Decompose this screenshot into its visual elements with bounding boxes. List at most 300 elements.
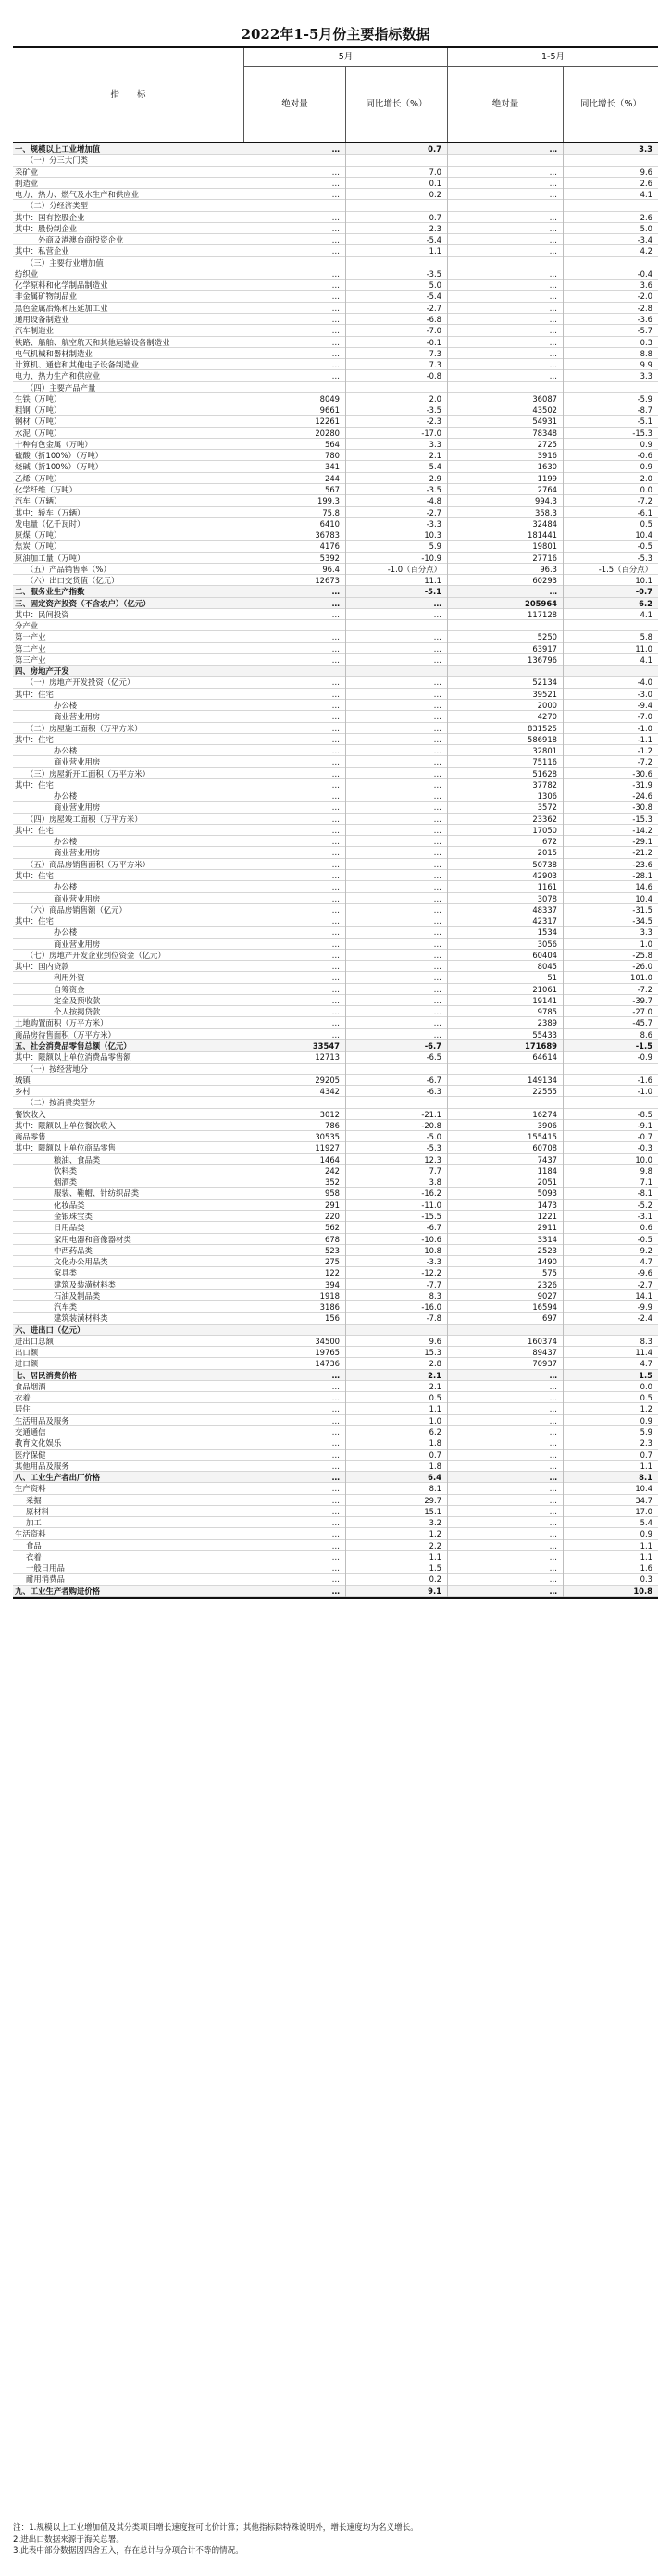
- may-yoy: -5.0: [346, 1131, 448, 1142]
- row-indicator: 商业营业用房: [54, 803, 101, 813]
- may-absolute: 12673: [244, 575, 346, 586]
- table-row: [13, 1495, 658, 1506]
- jan-may-absolute: 89437: [448, 1347, 564, 1358]
- row-indicator: 加工: [26, 1518, 42, 1528]
- jan-may-yoy: -0.7: [635, 587, 652, 597]
- may-yoy: -0.1: [346, 337, 448, 348]
- may-absolute: …: [244, 984, 346, 995]
- jan-may-absolute: …: [448, 1426, 564, 1437]
- may-absolute: …: [244, 950, 346, 961]
- table-row: [13, 700, 658, 711]
- row-indicator: 商品房待售面积（万平方米）: [15, 1029, 116, 1039]
- row-indicator: （四）房屋竣工面积（万平方米）: [26, 814, 143, 824]
- table-row: [13, 1392, 658, 1403]
- may-yoy: …: [346, 893, 448, 904]
- row-indicator: （七）房地产开发企业到位资金（亿元）: [26, 950, 166, 960]
- jan-may-absolute: 1630: [448, 461, 564, 472]
- jan-may-absolute: 2389: [448, 1017, 564, 1028]
- jan-may-yoy: -0.3: [637, 1143, 652, 1153]
- table-row: [13, 1517, 658, 1528]
- table-row: [13, 143, 658, 155]
- may-absolute: …: [244, 779, 346, 790]
- may-yoy: …: [346, 1017, 448, 1028]
- row-indicator: 采掘: [26, 1495, 42, 1505]
- jan-may-yoy: 1.1: [640, 1461, 652, 1471]
- jan-may-yoy: [564, 620, 658, 631]
- jan-may-yoy: 5.4: [640, 1518, 652, 1528]
- may-absolute: 780: [244, 450, 346, 461]
- may-absolute: 6410: [244, 518, 346, 529]
- jan-may-absolute: 586918: [448, 734, 564, 745]
- may-yoy: 11.1: [346, 575, 448, 586]
- jan-may-absolute: 831525: [448, 723, 564, 734]
- table-row: [13, 1381, 658, 1392]
- row-indicator: 自筹资金: [54, 984, 85, 994]
- jan-may-yoy: -9.1: [637, 1120, 652, 1130]
- table-row: [13, 1279, 658, 1290]
- jan-may-yoy: -31.5: [632, 904, 652, 915]
- jan-may-yoy: -5.1: [637, 417, 652, 427]
- table-row: [13, 1483, 658, 1494]
- may-yoy: -15.5: [346, 1211, 448, 1222]
- jan-may-absolute: 2725: [448, 439, 564, 450]
- may-yoy: 1.1: [346, 1403, 448, 1414]
- row-indicator: 办公楼: [54, 746, 78, 756]
- table-row: [13, 586, 658, 597]
- jan-may-yoy: 2.3: [640, 1438, 652, 1449]
- jan-may-absolute: 3314: [448, 1234, 564, 1245]
- may-absolute: 786: [244, 1120, 346, 1131]
- may-absolute: …: [244, 1426, 346, 1437]
- jan-may-absolute: …: [448, 143, 564, 155]
- may-absolute: …: [244, 689, 346, 700]
- table-row: [13, 609, 658, 620]
- row-indicator: 第三产业: [15, 654, 46, 665]
- jan-may-absolute: …: [448, 1437, 564, 1449]
- may-yoy: 1.5: [346, 1562, 448, 1574]
- table-row: [13, 745, 658, 756]
- may-yoy: 7.3: [346, 348, 448, 359]
- jan-may-absolute: 17050: [448, 825, 564, 836]
- may-absolute: 122: [244, 1267, 346, 1278]
- row-indicator: 文化办公用品类: [54, 1257, 108, 1267]
- may-absolute: …: [244, 939, 346, 950]
- jan-may-absolute: …: [448, 1517, 564, 1528]
- jan-may-yoy: 1.1: [640, 1551, 652, 1562]
- table-row: [13, 950, 658, 961]
- jan-may-absolute: …: [448, 359, 564, 370]
- may-yoy: …: [346, 654, 448, 666]
- jan-may-yoy: [564, 382, 658, 393]
- may-yoy: -6.7: [346, 1040, 448, 1052]
- may-yoy: 2.1: [346, 450, 448, 461]
- jan-may-absolute: 60708: [448, 1142, 564, 1153]
- jan-may-absolute: 1306: [448, 790, 564, 802]
- may-absolute: …: [244, 268, 346, 280]
- row-indicator: （五）商品房销售面积（万平方米）: [26, 859, 150, 869]
- may-absolute: …: [244, 1506, 346, 1517]
- may-absolute: 8049: [244, 393, 346, 404]
- may-absolute: [244, 155, 346, 166]
- may-absolute: …: [244, 1437, 346, 1449]
- row-indicator: 医疗保健: [15, 1450, 46, 1460]
- jan-may-absolute: …: [448, 303, 564, 314]
- jan-may-absolute: [448, 1064, 564, 1075]
- may-yoy: -7.8: [346, 1313, 448, 1324]
- may-yoy: -2.7: [346, 507, 448, 518]
- may-yoy: 2.1: [346, 1370, 448, 1381]
- jan-may-yoy: -30.8: [632, 803, 652, 813]
- jan-may-yoy: -2.8: [637, 303, 652, 313]
- jan-may-yoy: -7.2: [637, 757, 652, 767]
- row-indicator: 进出口总额: [15, 1336, 54, 1346]
- row-indicator: 制造业: [15, 178, 39, 188]
- row-indicator: 商业营业用房: [54, 893, 101, 903]
- may-yoy: …: [346, 915, 448, 927]
- jan-may-yoy: 1.2: [640, 1404, 652, 1414]
- may-absolute: …: [244, 723, 346, 734]
- table-row: [13, 814, 658, 825]
- row-indicator: 建筑及装潢材料类: [54, 1279, 116, 1289]
- jan-may-yoy: 5.8: [640, 632, 652, 642]
- jan-may-yoy: -0.6: [637, 451, 652, 461]
- jan-may-absolute: 160374: [448, 1336, 564, 1347]
- row-indicator: 其中：限额以上单位商品零售: [15, 1143, 116, 1153]
- may-absolute: 4176: [244, 541, 346, 552]
- jan-may-yoy: 14.1: [635, 1290, 652, 1300]
- row-indicator: （一）按经营地分: [26, 1064, 88, 1074]
- may-absolute: …: [244, 1540, 346, 1551]
- may-absolute: …: [244, 337, 346, 348]
- row-indicator: 商业营业用房: [54, 757, 101, 767]
- table-row: [13, 212, 658, 223]
- may-absolute: …: [244, 1381, 346, 1392]
- row-indicator: （二）按消费类型分: [26, 1098, 96, 1108]
- table-row: [13, 939, 658, 950]
- jan-may-absolute: …: [448, 1528, 564, 1539]
- jan-may-absolute: 1221: [448, 1211, 564, 1222]
- table-row: [13, 1029, 658, 1040]
- jan-may-yoy: -8.5: [637, 1109, 652, 1119]
- row-indicator: （一）分三大门类: [26, 156, 88, 166]
- may-absolute: …: [244, 234, 346, 245]
- may-absolute: …: [244, 1574, 346, 1585]
- jan-may-absolute: [448, 382, 564, 393]
- table-row: [13, 654, 658, 666]
- may-yoy: -16.2: [346, 1188, 448, 1199]
- may-yoy: …: [346, 1029, 448, 1040]
- jan-may-absolute: 8045: [448, 961, 564, 972]
- may-absolute: …: [244, 1370, 346, 1381]
- jan-may-yoy: 4.1: [640, 190, 652, 200]
- jan-may-yoy: -29.1: [632, 837, 652, 847]
- table-row: [13, 859, 658, 870]
- jan-may-yoy: -5.3: [637, 553, 652, 563]
- jan-may-absolute: 51628: [448, 768, 564, 779]
- row-indicator: 其中：民间投资: [15, 609, 69, 619]
- may-yoy: 3.8: [346, 1176, 448, 1188]
- may-absolute: …: [244, 189, 346, 200]
- row-indicator: 汽车类: [54, 1302, 78, 1313]
- row-indicator: 中西药品类: [54, 1245, 93, 1255]
- table-row: [13, 1437, 658, 1449]
- may-yoy: -0.8: [346, 370, 448, 381]
- jan-may-yoy: -9.9: [637, 1302, 652, 1313]
- jan-may-yoy: 1.5: [639, 1370, 652, 1380]
- table-row: [13, 1188, 658, 1199]
- row-indicator: 商品零售: [15, 1132, 46, 1142]
- table-row: [13, 155, 658, 166]
- may-yoy: …: [346, 689, 448, 700]
- jan-may-absolute: 136796: [448, 654, 564, 666]
- jan-may-yoy: -23.6: [632, 859, 652, 869]
- row-indicator: 纺织业: [15, 268, 39, 279]
- table-row: [13, 280, 658, 291]
- may-absolute: …: [244, 972, 346, 983]
- row-indicator: 焦炭（万吨）: [15, 541, 62, 552]
- table-row: [13, 1403, 658, 1414]
- row-indicator: 一般日用品: [26, 1563, 65, 1574]
- jan-may-yoy: -9.4: [637, 701, 652, 711]
- may-absolute: …: [244, 790, 346, 802]
- jan-may-yoy: -8.7: [637, 405, 652, 416]
- jan-may-yoy: 0.6: [640, 1223, 652, 1233]
- may-yoy: 2.1: [346, 1381, 448, 1392]
- jan-may-absolute: 697: [448, 1313, 564, 1324]
- jan-may-yoy: 10.4: [635, 1484, 652, 1494]
- may-yoy: -6.5: [346, 1052, 448, 1063]
- table-row: [13, 393, 658, 404]
- may-absolute: 156: [244, 1313, 346, 1324]
- jan-may-absolute: 19141: [448, 995, 564, 1006]
- may-absolute: …: [244, 927, 346, 938]
- jan-may-yoy: -0.9: [637, 1052, 652, 1063]
- jan-may-yoy: 17.0: [635, 1506, 652, 1516]
- jan-may-absolute: 2015: [448, 847, 564, 858]
- jan-may-yoy: -9.6: [637, 1268, 652, 1278]
- row-indicator: 粮油、食品类: [54, 1154, 101, 1164]
- row-indicator: 生活用品及服务: [15, 1415, 69, 1425]
- may-yoy: 0.1: [346, 178, 448, 189]
- jan-may-absolute: 358.3: [448, 507, 564, 518]
- table-row: [13, 723, 658, 734]
- jan-may-absolute: 43502: [448, 404, 564, 416]
- may-yoy: 8.3: [346, 1290, 448, 1301]
- row-indicator: 其中：股份制企业: [15, 223, 77, 233]
- may-yoy: 5.9: [346, 541, 448, 552]
- jan-may-yoy: 4.1: [640, 654, 652, 665]
- row-indicator: 办公楼: [54, 837, 78, 847]
- jan-may-yoy: 0.7: [640, 1450, 652, 1460]
- may-yoy: 1.1: [346, 245, 448, 256]
- jan-may-yoy: 11.4: [635, 1348, 652, 1358]
- may-absolute: …: [244, 768, 346, 779]
- row-indicator: 其中：住宅: [15, 734, 54, 744]
- may-yoy: 0.2: [346, 1574, 448, 1585]
- row-indicator: 生产资料: [15, 1484, 46, 1494]
- jan-may-absolute: 21061: [448, 984, 564, 995]
- jan-may-yoy: -5.9: [637, 393, 652, 404]
- may-yoy: …: [346, 700, 448, 711]
- row-indicator: 通用设备制造业: [15, 314, 69, 324]
- may-yoy: -3.5: [346, 404, 448, 416]
- table-row: [13, 1131, 658, 1142]
- jan-may-absolute: …: [448, 1392, 564, 1403]
- jan-may-absolute: 48337: [448, 904, 564, 915]
- may-yoy: …: [346, 881, 448, 892]
- row-indicator: 商业营业用房: [54, 848, 101, 858]
- table-row: [13, 541, 658, 552]
- may-absolute: 242: [244, 1165, 346, 1176]
- table-row: [13, 1211, 658, 1222]
- jan-may-yoy: -1.0: [637, 1087, 652, 1097]
- may-yoy: …: [346, 598, 448, 609]
- jan-may-yoy: 4.7: [640, 1359, 652, 1369]
- row-indicator: （五）产品销售率（%）: [26, 564, 111, 574]
- table-body: [13, 143, 658, 1597]
- row-indicator: 交通通信: [15, 1427, 46, 1437]
- may-absolute: …: [244, 1450, 346, 1461]
- may-absolute: …: [244, 756, 346, 767]
- jan-may-absolute: …: [448, 337, 564, 348]
- row-indicator: 采矿业: [15, 167, 39, 177]
- row-indicator: 食品烟酒: [15, 1381, 46, 1391]
- jan-may-absolute: 2764: [448, 484, 564, 495]
- table-row: [13, 382, 658, 393]
- table-row: [13, 450, 658, 461]
- table-row: [13, 1154, 658, 1165]
- row-indicator: 家具类: [54, 1268, 78, 1278]
- jan-may-yoy: 8.3: [640, 1336, 652, 1346]
- may-yoy: -11.0: [346, 1200, 448, 1211]
- may-absolute: …: [244, 802, 346, 813]
- jan-may-absolute: 9785: [448, 1006, 564, 1017]
- may-absolute: …: [244, 609, 346, 620]
- may-absolute: [244, 666, 346, 677]
- table-row: [13, 223, 658, 234]
- jan-may-yoy: 1.0: [640, 939, 652, 949]
- row-indicator: 分产业: [15, 621, 39, 631]
- may-absolute: …: [244, 825, 346, 836]
- may-absolute: 9661: [244, 404, 346, 416]
- jan-may-yoy: 10.4: [635, 893, 652, 903]
- jan-may-yoy: 5.0: [640, 223, 652, 233]
- table-row: [13, 1301, 658, 1313]
- table-row: [13, 1267, 658, 1278]
- may-yoy: [346, 382, 448, 393]
- table-row: [13, 825, 658, 836]
- table-row: [13, 1040, 658, 1052]
- may-absolute: …: [244, 223, 346, 234]
- row-indicator: 发电量（亿千瓦时）: [15, 518, 85, 529]
- table-header: [13, 46, 658, 143]
- table-row: [13, 984, 658, 995]
- row-indicator: 金银珠宝类: [54, 1211, 93, 1221]
- jan-may-yoy: 8.8: [640, 348, 652, 358]
- row-indicator: 其中：限额以上单位消费品零售额: [15, 1052, 131, 1063]
- jan-may-yoy: -2.0: [637, 292, 652, 302]
- may-yoy: -6.7: [346, 1222, 448, 1233]
- table-row: [13, 1256, 658, 1267]
- may-absolute: …: [244, 1586, 346, 1597]
- row-indicator: 第一产业: [15, 632, 46, 642]
- jan-may-yoy: -3.1: [637, 1211, 652, 1221]
- row-indicator: （四）主要产品产量: [26, 382, 96, 392]
- jan-may-yoy: 0.5: [640, 518, 652, 529]
- may-yoy: 3.3: [346, 439, 448, 450]
- may-absolute: 3186: [244, 1301, 346, 1313]
- may-absolute: …: [244, 1392, 346, 1403]
- jan-may-yoy: -8.1: [637, 1188, 652, 1199]
- may-absolute: 30535: [244, 1131, 346, 1142]
- may-absolute: 352: [244, 1176, 346, 1188]
- jan-may-yoy: 34.7: [635, 1495, 652, 1505]
- may-yoy: [346, 200, 448, 211]
- table-bottom-rule: [13, 1597, 658, 1599]
- jan-may-absolute: 5093: [448, 1188, 564, 1199]
- header-may-absolute: 绝对量: [244, 67, 346, 142]
- jan-may-absolute: 27716: [448, 553, 564, 564]
- jan-may-absolute: 32801: [448, 745, 564, 756]
- may-yoy: 7.7: [346, 1165, 448, 1176]
- row-indicator: 石油及制品类: [54, 1290, 101, 1300]
- may-absolute: [244, 200, 346, 211]
- may-absolute: …: [244, 631, 346, 642]
- table-row: [13, 370, 658, 381]
- table-row: [13, 972, 658, 983]
- table-row: [13, 1347, 658, 1358]
- header-jan-may-absolute: 绝对量: [448, 67, 564, 142]
- table-row: [13, 291, 658, 302]
- table-row: [13, 1064, 658, 1075]
- jan-may-absolute: 70937: [448, 1358, 564, 1369]
- may-yoy: …: [346, 779, 448, 790]
- may-yoy: [346, 257, 448, 268]
- row-indicator: 二、服务业生产指数: [15, 587, 85, 597]
- jan-may-yoy: 4.2: [640, 246, 652, 256]
- may-absolute: …: [244, 212, 346, 223]
- jan-may-yoy: -6.1: [637, 507, 652, 517]
- jan-may-absolute: …: [448, 325, 564, 336]
- jan-may-absolute: …: [448, 291, 564, 302]
- may-yoy: …: [346, 631, 448, 642]
- jan-may-yoy: -3.0: [637, 689, 652, 699]
- table-row: [13, 553, 658, 564]
- row-indicator: 其中：住宅: [15, 871, 54, 880]
- row-indicator: 其中：住宅: [15, 779, 54, 790]
- may-absolute: …: [244, 961, 346, 972]
- table-row: [13, 666, 658, 677]
- jan-may-absolute: 994.3: [448, 495, 564, 506]
- row-indicator: 其中：轿车（万辆）: [15, 507, 85, 517]
- may-absolute: 12713: [244, 1052, 346, 1063]
- jan-may-yoy: 6.2: [639, 598, 652, 608]
- jan-may-absolute: 2000: [448, 700, 564, 711]
- may-absolute: 564: [244, 439, 346, 450]
- may-absolute: …: [244, 904, 346, 915]
- may-absolute: 36783: [244, 529, 346, 541]
- may-absolute: 19765: [244, 1347, 346, 1358]
- table-row: [13, 689, 658, 700]
- may-absolute: 678: [244, 1234, 346, 1245]
- table-row: [13, 961, 658, 972]
- jan-may-yoy: 10.4: [635, 530, 652, 541]
- may-yoy: 1.8: [346, 1437, 448, 1449]
- table-row: [13, 1086, 658, 1097]
- may-yoy: 9.1: [346, 1586, 448, 1597]
- table-row: [13, 904, 658, 915]
- row-indicator: 原煤（万吨）: [15, 530, 62, 541]
